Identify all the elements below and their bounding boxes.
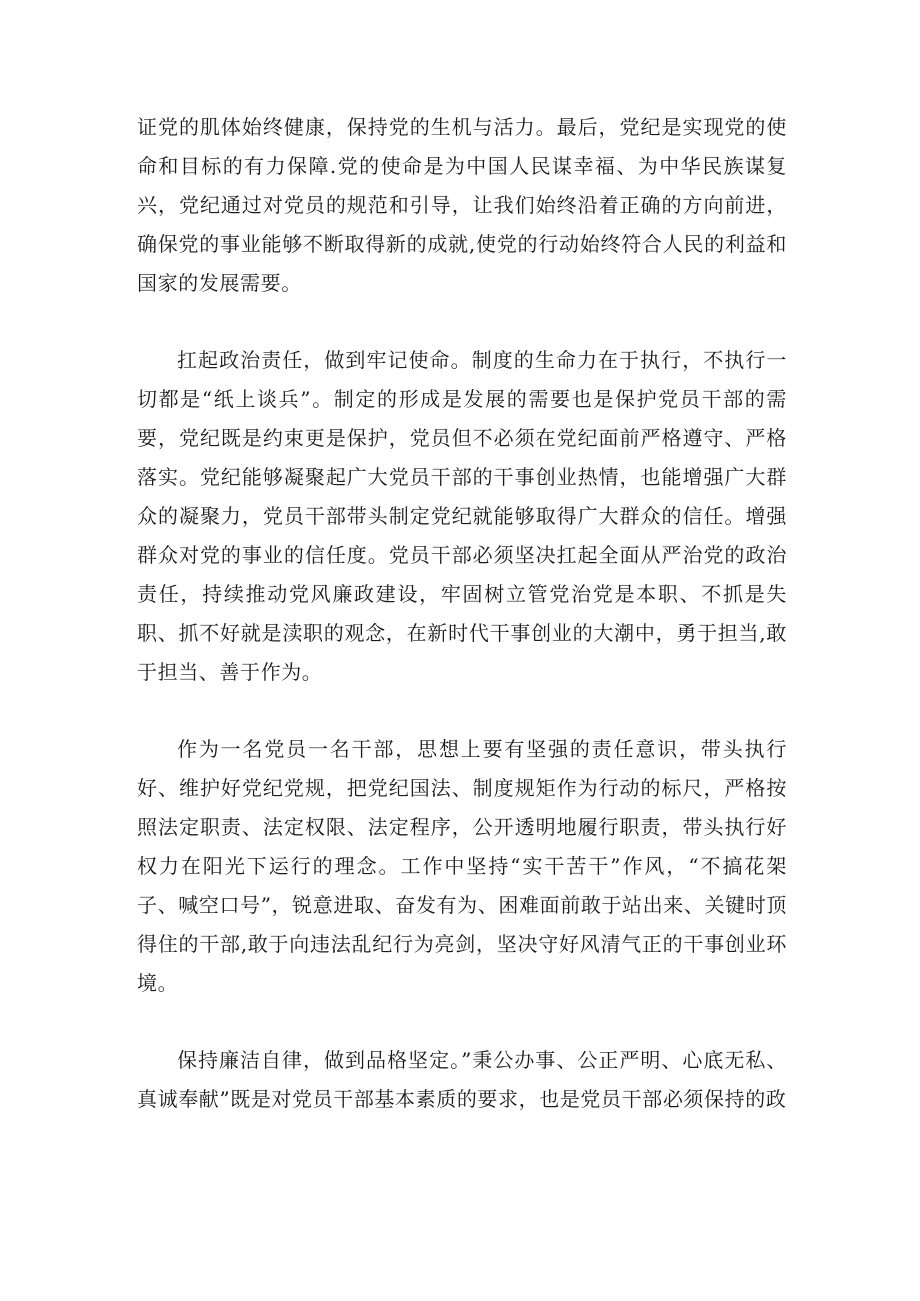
paragraph-1: 证党的肌体始终健康，保持党的生机与活力。最后，党纪是实现党的使命和目标的有力保障.党的使命是为中国人民谋幸福、为中华民族谋复兴，党纪通过对党员的规范和引导，让我们始终沿着正确的方向前进，确保党的事业能够不断取得新的成就,使党的行动始终符合人民的利益和国家的发展需要。 [137,115,787,295]
paragraph-2: 扛起政治责任，做到牢记使命。制度的生命力在于执行，不执行一切都是“纸上谈兵”。制定的形成是发展的需要也是保护党员干部的需要，党纪既是约束更是保护，党员但不必须在党纪面前严格遵守、严格落实。党纪能够凝聚起广大党员干部的干事创业热情，也能增强广大群众的凝聚力，党员干部带头制定党纪就能够取得广大群众的信任。增强群众对党的事业的信任度。党员干部必须坚决扛起全面从严治党的政治责任，持续推动党风廉政建设，牢固树立管党治党是本职、不抓是失职、抓不好就是渎职的观念，在新时代干事创业的大潮中，勇于担当,敢于担当、善于作为。 [137,348,787,684]
paragraph-3: 作为一名党员一名干部，思想上要有坚强的责任意识，带头执行好、维护好党纪党规，把党纪国法、制度规矩作为行动的标尺，严格按照法定职责、法定权限、法定程序，公开透明地履行职责，带头执行好权力在阳光下运行的理念。工作中坚持“实干苦干”作风，“不搞花架子、喊空口号”，锐意进取、奋发有为、困难面前敢于站出来、关键时顶得住的干部,敢于向违法乱纪行为亮剑，坚决守好风清气正的干事创业环境。 [137,737,787,995]
document-body [137,108,787,1119]
paragraph-4: 保持廉洁自律，做到品格坚定。”秉公办事、公正严明、心底无私、真诚奉献”既是对党员干部基本素质的要求，也是党员干部必须保持的政 [137,1048,787,1111]
